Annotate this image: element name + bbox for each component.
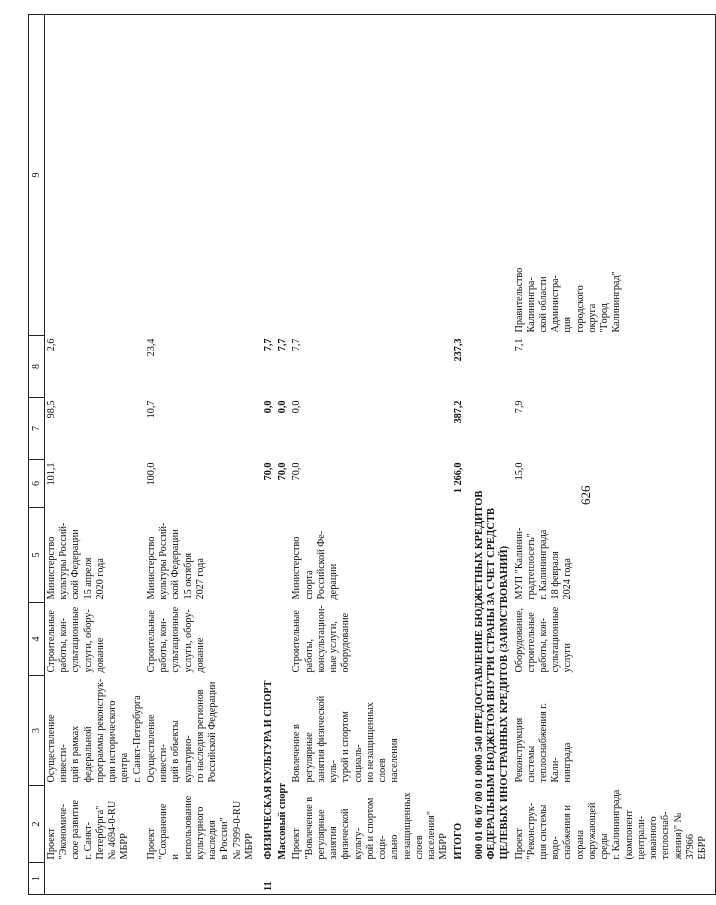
cell-empty bbox=[45, 863, 145, 895]
responsible-bodies: Правительство Калинингра- ской области Администра- ция городского округа "Город Калининград" bbox=[513, 267, 623, 333]
table-row bbox=[290, 15, 451, 895]
value-col8: 7,1 bbox=[513, 336, 716, 398]
cell-empty bbox=[290, 15, 451, 336]
cell-empty bbox=[276, 863, 290, 895]
cell-empty bbox=[145, 863, 257, 895]
column-header: 1 bbox=[29, 863, 45, 895]
column-header: 6 bbox=[29, 460, 45, 508]
table-row bbox=[45, 15, 145, 895]
subsection-row bbox=[276, 15, 290, 895]
table-row bbox=[145, 15, 257, 895]
column-header: 7 bbox=[29, 398, 45, 460]
budget-heading-row bbox=[466, 15, 513, 895]
cell-empty bbox=[513, 863, 716, 895]
column-header: 9 bbox=[29, 15, 45, 336]
project-goods: Оборудование, строительные работы, кон- сультационные услуги bbox=[513, 603, 716, 676]
page-number: 626 bbox=[578, 485, 593, 505]
value-col6: 100,0 bbox=[145, 462, 157, 486]
subsection-title: Массовый спорт bbox=[277, 783, 289, 860]
total-label: ИТОГО bbox=[452, 822, 464, 860]
value-col9 bbox=[45, 15, 145, 336]
value-col8: 23,4 bbox=[145, 338, 157, 357]
section-col6: 70,0 bbox=[262, 462, 274, 481]
cell-empty bbox=[466, 863, 513, 895]
value-col9 bbox=[145, 15, 257, 336]
value-col7: 10,7 bbox=[145, 400, 157, 419]
total-col6: 1 266,0 bbox=[452, 462, 464, 494]
value-col7: 98,5 bbox=[46, 400, 57, 419]
project-purpose: Осуществление инвести- ций в объекты культурно- го наследия регионов Российской Федерации bbox=[145, 681, 219, 783]
value-col7: 0,0 bbox=[291, 400, 303, 414]
value-col6: 101,1 bbox=[46, 462, 57, 486]
value-col7: 7,9 bbox=[513, 398, 716, 460]
project-goods: Строительные работы, консультацион- ные услуги, оборудование bbox=[291, 605, 352, 673]
project-name: Проект "Экономиче- ское развитие г. Санкт-Петербурга" № 4694-0-RU МБРР bbox=[46, 799, 131, 860]
project-name: Проект "Сохранение и использование культурного наследия в России" № 7999-0-RU МБРР bbox=[145, 795, 255, 860]
project-purpose: Вовлечение в регулярные занятия физической куль- турой и спортом социаль- но незащищенных слоев населения bbox=[291, 695, 401, 783]
section-title: ФИЗИЧЕСКАЯ КУЛЬТУРА И СПОРТ bbox=[262, 680, 274, 860]
table-row bbox=[513, 15, 716, 895]
section-row bbox=[257, 15, 276, 895]
section-col7: 0,0 bbox=[262, 400, 274, 414]
column-header: 3 bbox=[29, 676, 45, 786]
section-number: 11 bbox=[257, 863, 276, 895]
project-executor: Министерство культуры Россий- ской Федерации 15 октября 2027 года bbox=[145, 522, 206, 600]
total-row bbox=[452, 15, 466, 895]
total-col7: 387,2 bbox=[452, 400, 464, 424]
project-executor: Министерство спорта Российской Фе- дерации bbox=[291, 530, 340, 600]
total-col8: 237,3 bbox=[452, 338, 464, 362]
budget-heading: 000 01 06 07 00 01 0000 540 ПРЕДОСТАВЛЕНИЕ БЮДЖЕТНЫХ КРЕДИТОВ ФЕДЕРАЛЬНЫМ БЮДЖЕТОМ ВНУТРИ СТРАНЫ ЗА СЧЕТ СРЕДСТВ ЦЕЛЕВЫХ ИНОСТРАННЫХ КРЕДИТОВ (ЗАИМСТВОВАНИЙ) bbox=[473, 490, 510, 860]
project-purpose: Осуществление инвести- ций в рамках федеральной программы реконструк- ции исторического центра г. Санкт-Петербурга bbox=[46, 678, 143, 783]
project-executor: Министерство культуры Россий- ской Федерации 15 апреля 2020 года bbox=[46, 522, 106, 600]
cell-empty bbox=[452, 863, 466, 895]
value-col8: 2,6 bbox=[46, 338, 57, 352]
value-col6: 15,0 bbox=[513, 460, 716, 508]
section-col8: 7,7 bbox=[262, 338, 274, 352]
project-goods: Строительные работы, кон- сультационные услуги, обору- дование bbox=[145, 606, 206, 673]
project-purpose: Реконструкция системы теплоснабжения г. Кали- нинграда bbox=[513, 676, 716, 786]
value-col6: 70,0 bbox=[291, 462, 303, 481]
column-header: 5 bbox=[29, 508, 45, 603]
value-col9 bbox=[513, 15, 716, 336]
cell-empty bbox=[452, 15, 466, 336]
project-executor: МУП "Калинин- градтеплосеть" г. Калининграда 18 февраля 2024 года bbox=[513, 508, 716, 603]
value-col8: 7,7 bbox=[291, 338, 303, 352]
cell-empty bbox=[276, 15, 290, 336]
project-name: Проект "Реконструк- ция системы водо- снабжения и охрана окружающей среды г. Калининграда (компонент централи- зованного теплоснаб- жения)" № 37966 ЕБРР bbox=[513, 786, 716, 863]
column-header: 2 bbox=[29, 786, 45, 863]
subsection-col8: 7,7 bbox=[277, 338, 289, 352]
cell-empty bbox=[290, 863, 451, 895]
project-goods: Строительные работы, кон- сультационные услуги, обору- дование bbox=[46, 606, 106, 673]
cell-empty bbox=[466, 15, 513, 336]
column-header: 4 bbox=[29, 603, 45, 676]
budget-table bbox=[28, 14, 716, 895]
subsection-col7: 0,0 bbox=[277, 400, 289, 414]
subsection-col6: 70,0 bbox=[277, 462, 289, 481]
cell-empty bbox=[257, 15, 276, 336]
project-name: Проект "Вовлечение в регулярные занятия физической культу- рой и спортом соци- ально незащищенных слоев населения" МБРР bbox=[291, 792, 450, 860]
column-number-row bbox=[29, 15, 45, 895]
column-header: 8 bbox=[29, 336, 45, 398]
